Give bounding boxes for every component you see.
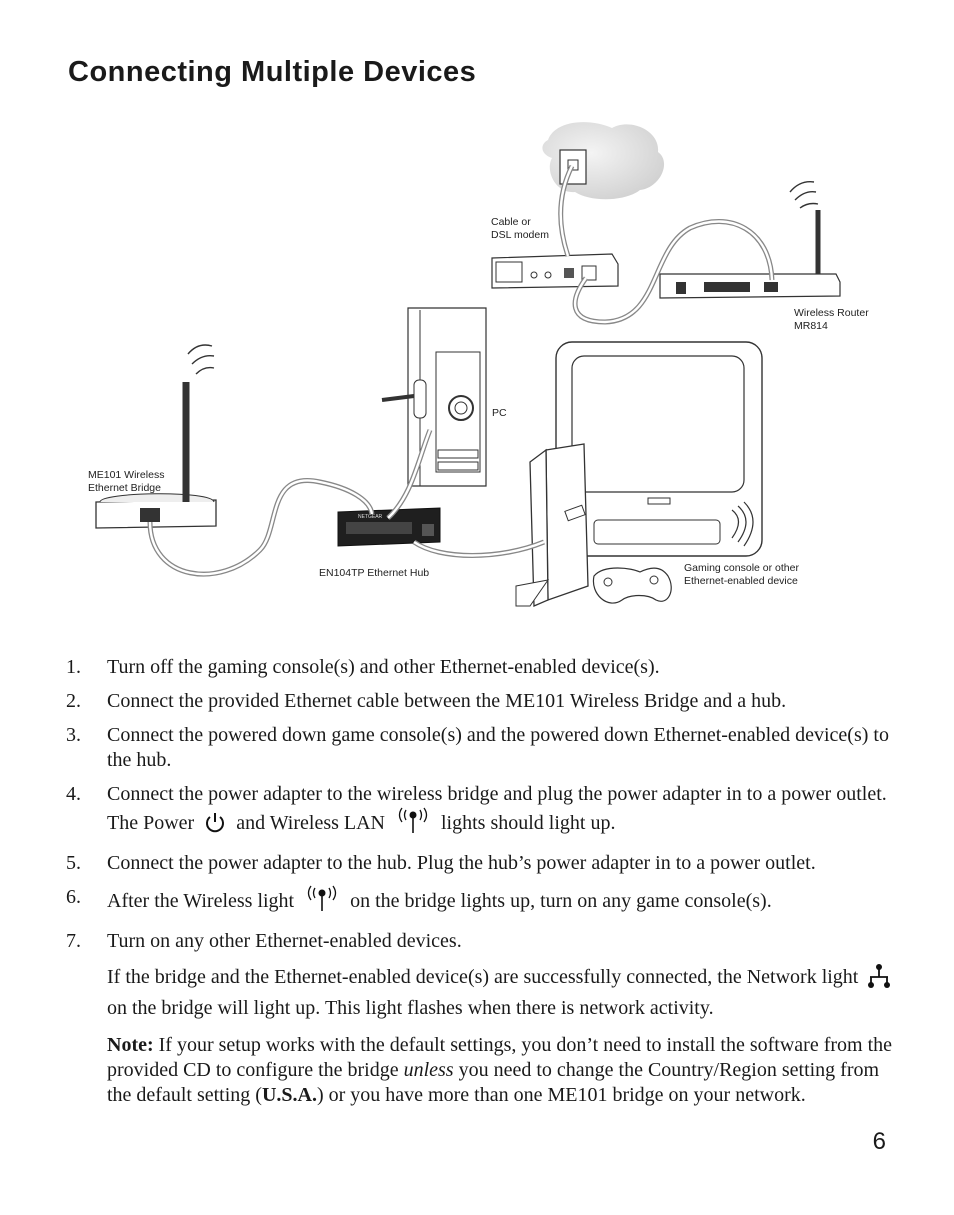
note-text: you need to change the Country/Region setting from the default setting (: [107, 1059, 880, 1106]
network-paragraph: [107, 963, 896, 1021]
step-text: After the Wireless light: [107, 890, 295, 912]
power-icon: [203, 811, 227, 842]
note-bold-value: U.S.A.: [261, 1084, 317, 1106]
list-item: [66, 782, 896, 842]
bridge-device: [96, 345, 216, 528]
list-item: [66, 885, 896, 920]
wireless-lan-icon: [394, 807, 432, 842]
network-diagram: [0, 110, 954, 630]
step-text: Connect the powered down game console(s) and the powered down Ethernet-enabled device(s) to the hub.: [107, 724, 889, 771]
step-number: 1.: [66, 656, 81, 678]
note-text: ) or you have more than one ME101 bridge on your network.: [316, 1084, 806, 1106]
instruction-list: [66, 655, 896, 1120]
note-paragraph: [107, 1033, 896, 1108]
step-text: and Wireless LAN: [236, 812, 385, 834]
step-text: Connect the power adapter to the hub. Plug the hub’s power adapter in to a power outlet.: [107, 852, 816, 874]
step-text: Connect the power adapter to the wireless bridge and plug the power adapter in to a power outlet. The Power: [107, 783, 887, 834]
modem-device: [492, 254, 618, 288]
list-item: [66, 723, 896, 773]
list-item: [66, 851, 896, 876]
paragraph-text: on the bridge will light up. This light flashes when there is network activity.: [107, 997, 714, 1019]
paragraph-text: If the bridge and the Ethernet-enabled device(s) are successfully connected, the Network light: [107, 966, 859, 988]
note-text: If your setup works with the default settings, you don’t need to install the software from the provided CD to configure the bridge: [107, 1034, 893, 1081]
step-number: 3.: [66, 724, 81, 746]
step-text: Turn off the gaming console(s) and other Ethernet-enabled device(s).: [107, 656, 660, 678]
step-number: 6.: [66, 886, 81, 908]
modem-label: Cable or DSL modem: [491, 216, 549, 241]
page-title: Connecting Multiple Devices: [68, 56, 477, 88]
note-emphasis: unless: [403, 1059, 454, 1081]
console-label: Gaming console or other Ethernet-enabled device: [684, 562, 799, 587]
pc-tower: [382, 308, 486, 486]
step-number: 5.: [66, 852, 81, 874]
router-device: [660, 182, 840, 298]
step-text: Turn on any other Ethernet-enabled devices.: [107, 930, 462, 952]
router-label: Wireless Router MR814: [794, 307, 869, 332]
pc-label: PC: [492, 407, 507, 419]
bridge-label: ME101 Wireless Ethernet Bridge: [88, 469, 165, 494]
step-text: Connect the provided Ethernet cable between the ME101 Wireless Bridge and a hub.: [107, 690, 787, 712]
step-number: 4.: [66, 783, 81, 805]
hub-label: EN104TP Ethernet Hub: [319, 567, 430, 579]
hub-brand-text: NETGEAR: [358, 514, 383, 520]
diagram-drawing: [0, 110, 954, 630]
step-number: 2.: [66, 690, 81, 712]
list-item: [66, 929, 896, 954]
list-item: [66, 689, 896, 714]
note-label: Note:: [107, 1034, 154, 1056]
step-text: on the bridge lights up, turn on any game console(s).: [350, 890, 772, 912]
step-number: 7.: [66, 930, 81, 952]
step-text: lights should light up.: [441, 812, 616, 834]
page-number: 6: [872, 1128, 886, 1155]
wireless-lan-icon: [303, 885, 341, 920]
network-icon: [867, 963, 891, 996]
list-item: [66, 655, 896, 680]
